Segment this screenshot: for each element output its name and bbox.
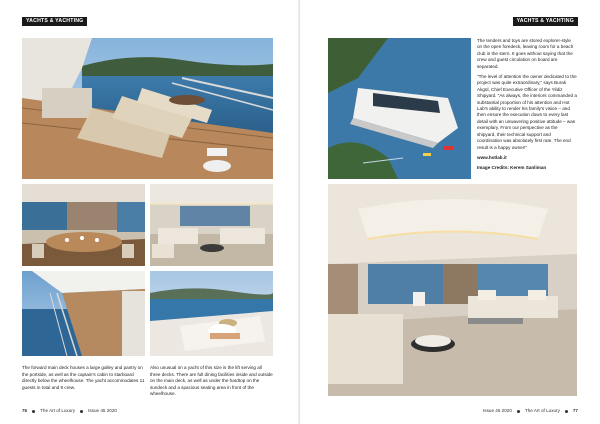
- photo-sunbed-guest: [150, 271, 273, 356]
- magazine-name: The Art of Luxury: [40, 408, 76, 413]
- caption-main-deck: The forward main deck houses a large galley and pantry on the portside, as well as the captain's cabin to starboard directly below the wheelhouse. The yacht accommodates 11 guests in total and 9 crew.: [22, 365, 145, 390]
- left-footer: [22, 407, 117, 415]
- photo-side-deck: [22, 271, 145, 356]
- website-link[interactable]: www.hotlab.it: [477, 154, 507, 160]
- bullet-icon: [565, 410, 568, 413]
- section-label: YACHTS & YACHTING: [513, 17, 578, 26]
- section-label: YACHTS & YACHTING: [22, 17, 87, 26]
- article-text: [477, 38, 577, 176]
- issue-label: Issue 45 2020: [483, 408, 512, 413]
- page-number: 77: [572, 408, 578, 413]
- image-credits: Image Credits: Kerem Sanliman: [477, 165, 547, 171]
- paragraph-quote: "The level of attention the owner dedicated to the project was quite extraordinary," says Burak Akgül, Chief Executive Officer of the Yildiz Shipyard. "As always, the interiors commanded a substantial proportion of his attention and Hot Lab's ability to render his family's vision – and then ensure the execution down to every last detail with an unwavering positive attitude – was exemplary. From our perspective as the shipyard, their technical support and coordination was absolutely first rate. The end result is a happy owner!": [477, 74, 577, 150]
- bullet-icon: [517, 410, 520, 413]
- bullet-icon: [80, 410, 83, 413]
- photo-main-saloon: [328, 184, 577, 396]
- photo-dining-saloon: [22, 184, 145, 266]
- paragraph-tenders: The tenders and toys are stored explorer-style on the open foredeck, leaving room for a beach club in the stern. It goes without saying that the crew and guest circulation on board are separated.: [477, 38, 574, 69]
- right-page: [300, 0, 600, 424]
- photo-yacht-aerial: [328, 38, 471, 179]
- magazine-name: The Art of Luxury: [524, 408, 560, 413]
- caption-lift-dining: Also unusual on a yacht of this size is the lift serving all three decks. There are full dining facilities inside and outside on the main deck, as well as under the hardtop on the sundeck and a spacious seating area in front of the wheelhouse.: [150, 365, 273, 397]
- photo-deck-loungers: [22, 38, 273, 179]
- issue-label: Issue 45 2020: [88, 408, 117, 413]
- photo-lounge: [150, 184, 273, 266]
- page-number: 76: [22, 408, 28, 413]
- right-footer: [483, 407, 578, 415]
- bullet-icon: [32, 410, 35, 413]
